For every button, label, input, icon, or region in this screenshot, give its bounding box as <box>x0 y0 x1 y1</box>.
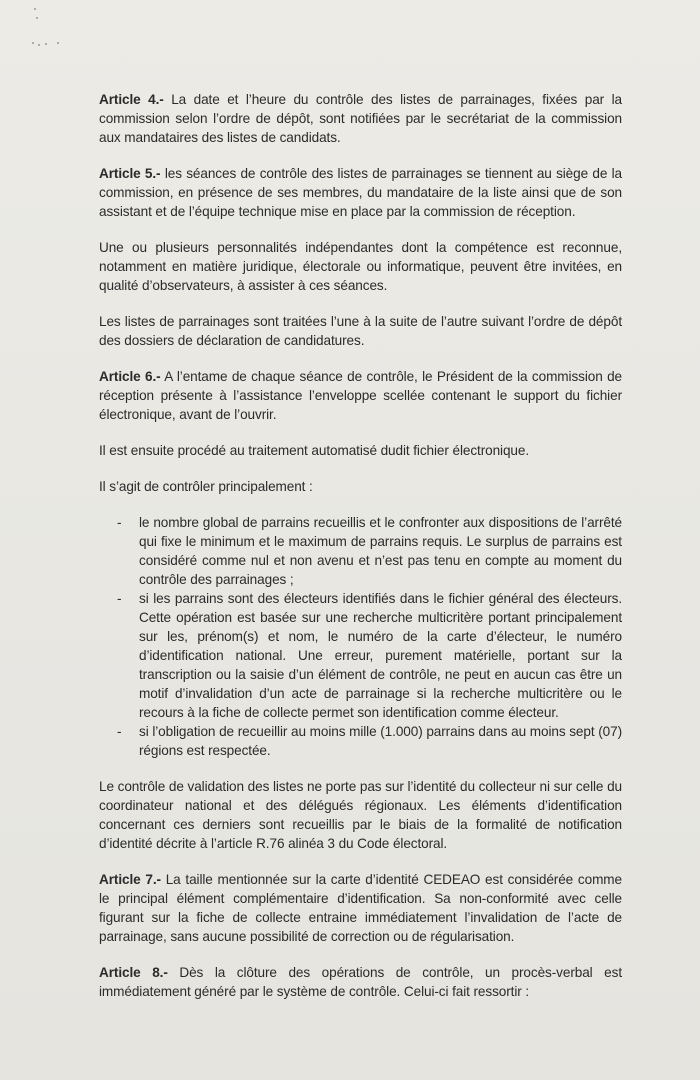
article-5-paragraph-2: Une ou plusieurs personnalités indépendantes dont la compétence est reconnue, notamment en matière juridique, électorale ou informatique, peuvent être invitées, en qualité d’observateurs, à assister à ces séances. <box>99 240 622 293</box>
list-item <box>99 589 622 722</box>
paper-speck <box>34 8 36 10</box>
list-item-text: le nombre global de parrains recueillis et le confronter aux dispositions de l’arrêté qui fixe le minimum et le maximum de parrains requis. Le surplus de parrains est considéré comme nul et non avenu et n’est pas tenu en compte au moment du contrôle des parrainages ; <box>139 515 622 587</box>
article-4-heading: Article 4.- <box>99 92 164 107</box>
bullet-dash: - <box>117 724 122 739</box>
bullet-dash: - <box>117 515 122 530</box>
article-6 <box>99 367 622 424</box>
article-6-heading: Article 6.- <box>99 369 161 384</box>
paper-speck <box>32 42 34 44</box>
article-6-paragraph-2: Il est ensuite procédé au traitement automatisé dudit fichier électronique. <box>99 443 530 458</box>
article-6-paragraph-4: Le contrôle de validation des listes ne porte pas sur l’identité du collecteur ni sur celle du coordinateur national et des délégués régionaux. Les éléments d’identification concernant ces derniers sont recueillis par le biais de la formalité de notification d’identité décrite à l’article R.76 alinéa 3 du Code électoral. <box>99 779 622 851</box>
list-item <box>99 513 622 589</box>
bullet-dash: - <box>117 591 122 606</box>
article-6-text: A l’entame de chaque séance de contrôle, le Président de la commission de réception présente à l’assistance l’enveloppe scellée contenant le support du fichier électronique, avant de l’ouvrir. <box>99 369 622 422</box>
list-item-text: si l’obligation de recueillir au moins mille (1.000) parrains dans au moins sept (07) régions est respectée. <box>139 724 622 758</box>
article-6-paragraph-3: Il s’agit de contrôler principalement : <box>99 479 313 494</box>
paper-speck <box>38 44 40 46</box>
document-body <box>99 90 622 1001</box>
article-4 <box>99 90 622 147</box>
paper-speck <box>36 17 38 19</box>
article-8 <box>99 963 622 1001</box>
article-7 <box>99 870 622 946</box>
control-criteria-list <box>99 513 622 760</box>
article-7-text: La taille mentionnée sur la carte d’identité CEDEAO est considérée comme le principal élément complémentaire d’identification. Sa non-conformité avec celle figurant sur la fiche de collecte entraine immédiatement l’invalidation de l’acte de parrainage, sans aucune possibilité de correction ou de régularisation. <box>99 872 622 944</box>
list-item-text: si les parrains sont des électeurs identifiés dans le fichier général des électeurs. Cette opération est basée sur une recherche multicritère portant principalement sur les, prénom(s) et nom, le numéro de la carte d’électeur, le numéro d’identification national. Une erreur, purement matérielle, portant sur la transcription ou la saisie d’un élément de contrôle, ne peut en aucun cas être un motif d’invalidation d’un acte de parrainage si la recherche multicritère ou le recours à la fiche de collecte permet son identification comme électeur. <box>139 591 622 720</box>
article-8-text: Dès la clôture des opérations de contrôle, un procès-verbal est immédiatement généré par le système de contrôle. Celui-ci fait ressortir : <box>99 965 623 999</box>
article-8-heading: Article 8.- <box>99 965 168 980</box>
article-4-text: La date et l’heure du contrôle des listes de parrainages, fixées par la commission selon l’ordre de dépôt, sont notifiées par le secrétariat de la commission aux mandataires des listes de candidats. <box>99 92 622 145</box>
paper-speck <box>45 43 47 45</box>
paper-speck <box>57 42 59 44</box>
article-5-heading: Article 5.- <box>99 166 161 181</box>
article-5 <box>99 164 622 221</box>
article-5-text: les séances de contrôle des listes de parrainages se tiennent au siège de la commission, en présence de ses membres, du mandataire de la liste ainsi que de son assistant et de l’équipe technique mise en place par la commission de réception. <box>99 166 622 219</box>
list-item <box>99 722 622 760</box>
article-5-paragraph-3: Les listes de parrainages sont traitées l’une à la suite de l’autre suivant l’ordre de dépôt des dossiers de déclaration de candidatures. <box>99 314 622 348</box>
article-7-heading: Article 7.- <box>99 872 161 887</box>
